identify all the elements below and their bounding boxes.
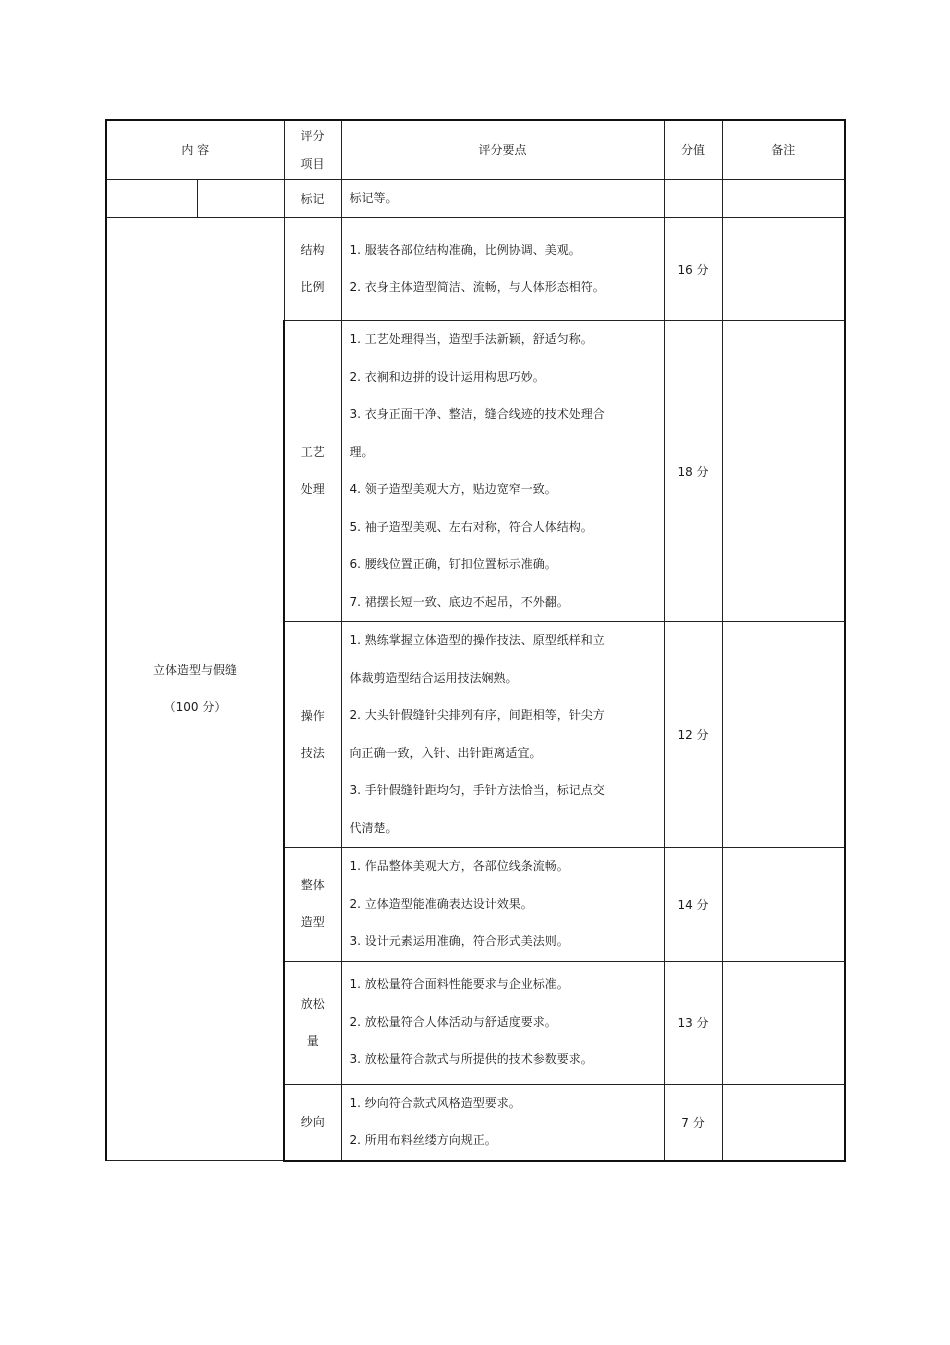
item-text: 造型 <box>300 915 325 930</box>
point-line: 向正确一致，入针、出针距离适宜。 <box>349 745 542 760</box>
point-line: 2. 放松量符合人体活动与舒适度要求。 <box>349 1014 557 1029</box>
point-line: 1. 纱向符合款式风格造型要求。 <box>349 1095 521 1110</box>
points-cell <box>341 321 664 622</box>
point-line: 1. 放松量符合面料性能要求与企业标准。 <box>349 977 569 992</box>
item-text: 处理 <box>300 482 325 496</box>
point-line: 7. 裙摆长短一致、底边不起吊，不外翻。 <box>349 594 569 609</box>
item-text: 操作 <box>300 708 325 723</box>
point-line: 体裁剪造型结合运用技法娴熟。 <box>349 670 518 685</box>
points-cell <box>341 961 664 1084</box>
remarks-cell <box>722 622 845 848</box>
remarks-cell <box>722 848 845 962</box>
points-cell <box>341 1084 664 1161</box>
item-text: 纱向 <box>300 1114 325 1129</box>
point-line: 2. 所用布料丝缕方向规正。 <box>349 1133 497 1147</box>
score-cell: 12 分 <box>664 622 722 848</box>
point-line: 5. 袖子造型美观、左右对称，符合人体结构。 <box>349 519 593 534</box>
remarks-cell <box>722 321 845 622</box>
item-cell <box>284 622 341 848</box>
header-content: 内 容 <box>106 120 284 179</box>
item-text: 结构 <box>300 243 325 257</box>
score-cell: 13 分 <box>664 961 722 1084</box>
carry-remarks <box>722 179 845 218</box>
point-line: 3. 衣身正面干净、整洁，缝合线迹的技术处理合 <box>349 407 605 421</box>
header-score: 分值 <box>664 120 722 179</box>
points-cell <box>341 218 664 321</box>
point-line: 6. 腰线位置正确，钉扣位置标示准确。 <box>349 557 557 571</box>
point-line: 代清楚。 <box>349 820 398 835</box>
point-line: 1. 熟练掌握立体造型的操作技法、原型纸样和立 <box>349 633 605 647</box>
header-item-line2: 项目 <box>300 156 325 171</box>
header-item-line1: 评分 <box>300 128 325 143</box>
header-points: 评分要点 <box>341 120 664 179</box>
section-total: （100 分） <box>163 700 227 714</box>
item-cell <box>284 1084 341 1161</box>
header-remarks: 备注 <box>722 120 845 179</box>
section-title-cell <box>106 218 284 1161</box>
point-line: 2. 立体造型能准确表达设计效果。 <box>349 896 533 911</box>
score-cell: 18 分 <box>664 321 722 622</box>
points-cell <box>341 622 664 848</box>
remarks-cell <box>722 1084 845 1161</box>
carry-content-cell <box>106 179 284 218</box>
point-line: 2. 衣身主体造型简洁、流畅，与人体形态相符。 <box>349 280 605 294</box>
point-line: 4. 领子造型美观大方，贴边宽窄一致。 <box>349 482 557 496</box>
carry-points: 标记等。 <box>341 179 664 218</box>
point-line: 理。 <box>349 444 374 459</box>
cell-divider <box>197 180 198 218</box>
point-line: 1. 服装各部位结构准确，比例协调、美观。 <box>349 242 581 257</box>
point-line: 2. 衣裥和边拼的设计运用构思巧妙。 <box>349 369 545 384</box>
point-line: 1. 作品整体美观大方，各部位线条流畅。 <box>349 859 569 873</box>
remarks-cell <box>722 961 845 1084</box>
header-scoring-item <box>284 120 341 179</box>
section-title: 立体造型与假缝 <box>152 663 237 677</box>
scoring-table <box>105 119 846 1162</box>
point-line: 3. 手针假缝针距均匀，手针方法恰当，标记点交 <box>349 783 605 797</box>
carry-item: 标记 <box>284 179 341 218</box>
points-cell <box>341 848 664 962</box>
carry-score <box>664 179 722 218</box>
item-cell <box>284 961 341 1084</box>
point-line: 3. 设计元素运用准确，符合形式美法则。 <box>349 934 569 948</box>
carry-over-row <box>106 179 845 218</box>
point-line: 3. 放松量符合款式与所提供的技术参数要求。 <box>349 1052 593 1067</box>
score-cell: 7 分 <box>664 1084 722 1161</box>
point-line: 2. 大头针假缝针尖排列有序，间距相等，针尖方 <box>349 708 605 722</box>
score-cell: 14 分 <box>664 848 722 962</box>
item-cell <box>284 218 341 321</box>
item-text: 量 <box>306 1033 319 1048</box>
item-cell <box>284 321 341 622</box>
point-line: 1. 工艺处理得当，造型手法新颖，舒适匀称。 <box>349 332 593 346</box>
item-text: 比例 <box>300 280 325 294</box>
score-cell: 16 分 <box>664 218 722 321</box>
remarks-cell <box>722 218 845 321</box>
item-cell <box>284 848 341 962</box>
row-structure <box>106 218 845 321</box>
item-text: 放松 <box>300 996 325 1011</box>
item-text: 整体 <box>300 878 325 893</box>
item-text: 技法 <box>300 745 325 760</box>
header-row <box>106 120 845 179</box>
item-text: 工艺 <box>300 445 325 459</box>
